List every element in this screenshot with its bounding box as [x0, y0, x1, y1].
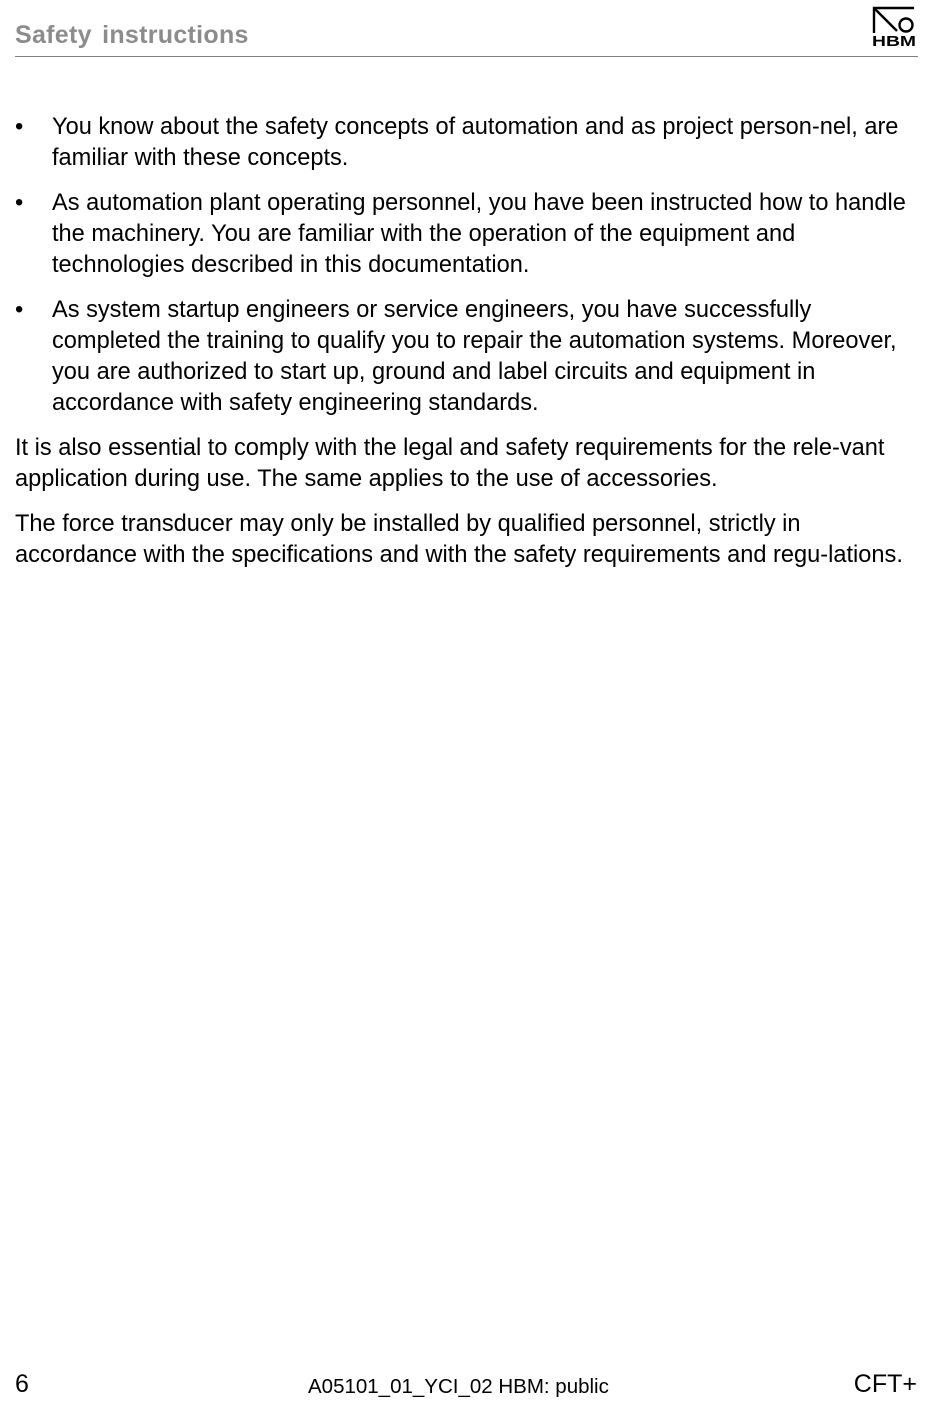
page-number: 6	[15, 1370, 29, 1398]
page-header	[15, 0, 918, 57]
bullet-icon: •	[15, 190, 24, 216]
hbm-logo	[871, 5, 917, 47]
page-footer	[15, 1370, 917, 1406]
bullet-icon: •	[15, 297, 24, 323]
hbm-logo-text: HBM	[872, 33, 916, 47]
list-item	[15, 295, 920, 419]
bullet-list	[15, 112, 920, 419]
list-item	[15, 112, 920, 174]
product-name: CFT+	[853, 1370, 917, 1398]
paragraph-legal-requirements: It is also essential to comply with the legal and safety requirements for the rele-vant application during use. The same applies to the use of accessories.	[15, 435, 885, 492]
document-id: A05101_01_YCI_02 HBM: public	[308, 1375, 609, 1398]
bullet-icon: •	[15, 114, 24, 140]
section-title: Safety instructions	[15, 21, 249, 49]
page-content	[15, 112, 920, 585]
list-item-text: As automation plant operating personnel, you have been instructed how to handle the machinery. You are familiar with the operation of the equipment and technologies described in this documentation.	[52, 190, 906, 278]
list-item	[15, 188, 920, 281]
paragraph-installation: The force transducer may only be installed by qualified personnel, strictly in accordance with the specifications and with the safety requirements and regu-lations.	[15, 511, 903, 568]
list-item-text: You know about the safety concepts of automation and as project person-nel, are familiar with these concepts.	[52, 114, 899, 171]
list-item-text: As system startup engineers or service engineers, you have successfully completed the training to qualify you to repair the automation systems. Moreover, you are authorized to start up, ground and label circuits and equipment in accordance with safety engineering standards.	[52, 297, 897, 416]
